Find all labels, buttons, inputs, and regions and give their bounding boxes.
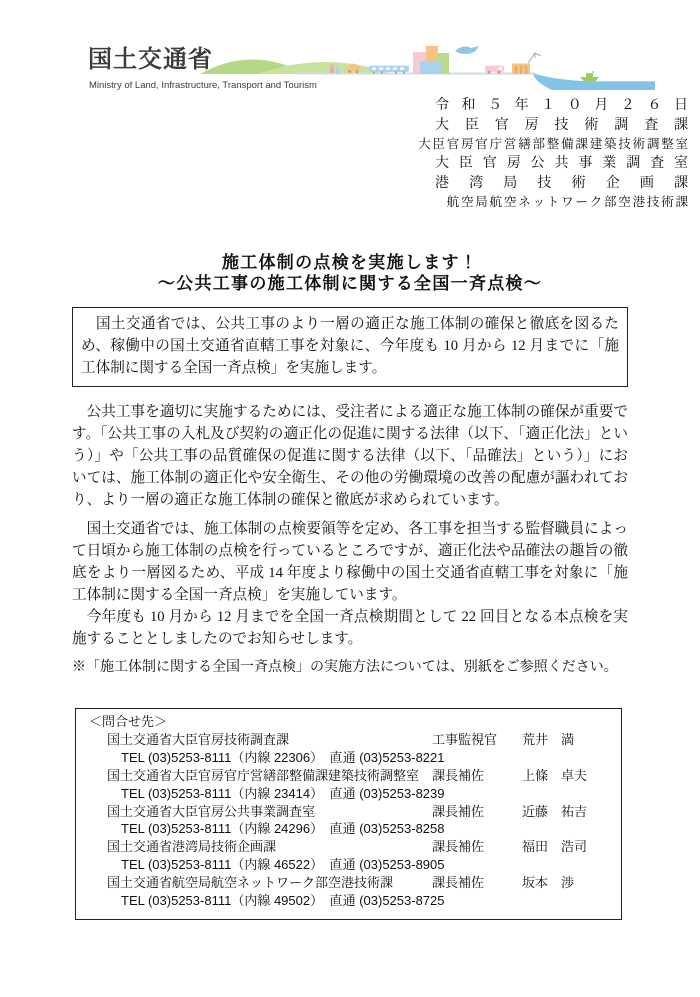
- mlit-banner-illustration: [200, 42, 655, 90]
- contact-phone: TEL (03)5253-8111（内線 22306） 直通 (03)5253-8221: [121, 749, 445, 765]
- body-paragraph: 公共工事を適切に実施するためには、受注者による適正な施工体制の確保が重要です。「公共工事の入札及び契約の適正化の促進に関する法律（以下、「適正化法」という）」や「公共工事の品質確保の促進に関する法律（以下、「品確法」という）」においては、施工体制の適正化や安全衛生、その他の労働環境の改善の配慮が謳われており、より一層の適正な施工体制の確保と徹底が求められています。: [72, 404, 628, 508]
- ship-icon: [580, 71, 599, 81]
- buildings-icon: [413, 46, 449, 74]
- document-body: [0, 252, 700, 920]
- contact-phone: TEL (03)5253-8111（内線 49502） 直通 (03)5253-8725: [121, 893, 445, 909]
- contact-role: 工事監視官: [432, 731, 498, 747]
- contact-department: 国土交通省大臣官房官庁営繕部整備課建築技術調整室: [107, 767, 420, 783]
- page-title: [72, 252, 628, 294]
- issuing-department: 大臣官房公共事業調査室: [435, 156, 688, 171]
- issuer-block: [412, 96, 688, 212]
- contact-entry-row: [89, 731, 608, 749]
- train-icon: [369, 66, 409, 74]
- sea-icon: [533, 74, 655, 91]
- issue-date: 令和５年１０月２６日: [435, 98, 688, 113]
- body-paragraph: 今年度も 10 月から 12 月までを全国一斉点検期間として 22 回目となる本点検を実施することとしましたのでお知らせします。: [72, 609, 628, 647]
- contact-department: 国土交通省港湾局技術企画課: [107, 839, 277, 855]
- issuing-department: 大臣官房官庁営繕部整備課建築技術調整室: [418, 137, 690, 151]
- body-paragraph: 国土交通省では、施工体制の点検要領等を定め、各工事を担当する監督職員によって日頃から施工体制の点検を行っているところですが、適正化法や品確法の趣旨の徹底をより一層図るため、平成 14 年度より稼働中の国土交通省直轄工事を対象に「施工体制に関する全国一斉点検」を実施しています。: [72, 521, 628, 603]
- contact-person-name: 福田 浩司: [522, 839, 588, 855]
- page-title-line2: ～公共工事の施工体制に関する全国一斉点検～: [157, 274, 543, 293]
- issuing-department: 航空局航空ネットワーク部空港技術課: [446, 195, 690, 209]
- contact-person-name: 坂本 渉: [522, 875, 575, 891]
- airplane-icon: [455, 46, 479, 54]
- contact-phone: TEL (03)5253-8111（内線 24296） 直通 (03)5253-8258: [121, 821, 445, 837]
- contact-department: 国土交通省大臣官房技術調査課: [107, 731, 290, 747]
- issuing-department: 大臣官房技術調査課: [435, 117, 688, 133]
- summary-text: 国土交通省では、公共工事のより一層の適正な施工体制の確保と徹底を図るため、稼働中の国土交通省直轄工事を対象に、今年度も 10 月から 12 月までに「施工体制に関する全国一斉点検」を実施します。: [81, 316, 619, 376]
- contact-person-name: 上條 卓夫: [522, 767, 588, 783]
- contact-role: 課長補佐: [432, 803, 485, 819]
- contact-role: 課長補佐: [432, 839, 485, 855]
- contact-role: 課長補佐: [432, 767, 485, 783]
- contact-box: [75, 708, 622, 920]
- mlit-logo-text: 国土交通省: [88, 46, 213, 73]
- contact-department: 国土交通省航空局航空ネットワーク部空港技術課: [107, 875, 394, 891]
- contact-entry-row: [89, 874, 608, 892]
- contact-phone: TEL (03)5253-8111（内線 23414） 直通 (03)5253-8239: [121, 785, 445, 801]
- page-title-line1: 施工体制の点検を実施します！: [221, 253, 479, 272]
- contact-person-name: 荒井 満: [522, 731, 575, 747]
- body-paragraph-group: [72, 518, 628, 650]
- contact-phone: TEL (03)5253-8111（内線 46522） 直通 (03)5253-8905: [121, 857, 445, 873]
- truck-icon: [485, 66, 504, 74]
- issuing-department: 港湾局技術企画課: [435, 175, 688, 191]
- contact-role: 課長補佐: [432, 875, 485, 891]
- contact-heading: ＜問合せ先＞: [89, 714, 168, 729]
- document-header: [0, 0, 700, 212]
- contact-department: 国土交通省大臣官房公共事業調査室: [107, 803, 316, 819]
- contact-entry-row: [89, 838, 608, 856]
- contact-person-name: 近藤 祐吉: [522, 803, 588, 819]
- mlit-logo-subtitle: Ministry of Land, Infrastructure, Transport and Tourism: [89, 80, 317, 91]
- contact-entry-row: [89, 803, 608, 821]
- port-crane-icon: [512, 53, 541, 74]
- summary-box: [72, 307, 628, 387]
- hills-icon: [200, 60, 392, 75]
- contact-entry-row: [89, 767, 608, 785]
- reference-note: ※「施工体制に関する全国一斉点検」の実施方法については、別紙をご参照ください。: [72, 660, 618, 675]
